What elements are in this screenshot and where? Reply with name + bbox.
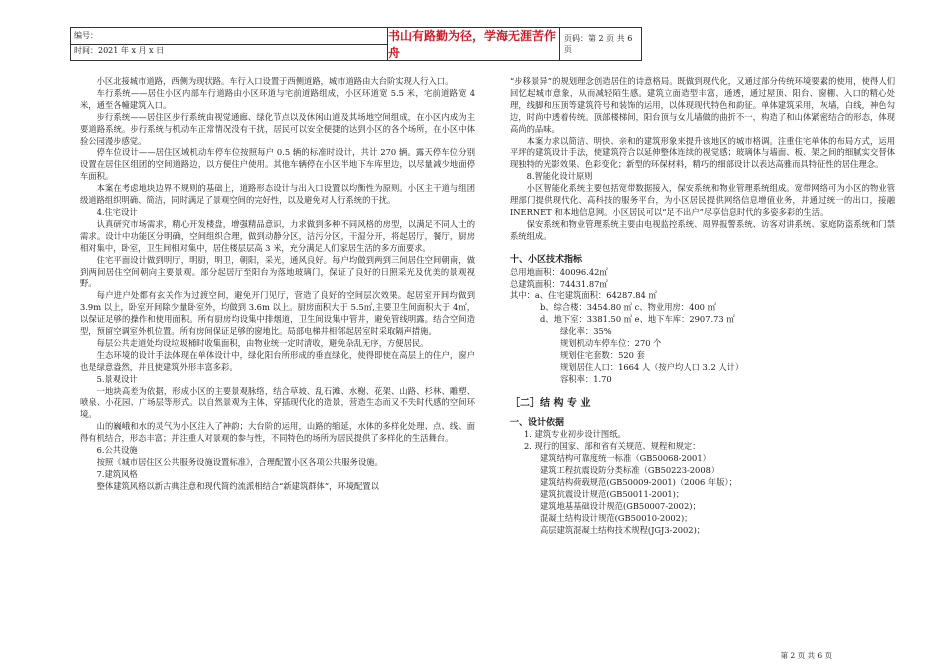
body-paragraph: 生态环境的设计手法体现在单体设计中，绿化阳台所形成的垂直绿化，使得即使在高层上的住户，窗户也是绿意盎然，并且使建筑外形丰富多彩。: [80, 349, 475, 372]
body-paragraph: 每层公共走道处均设垃圾桶时收集面积，由物业统一定时清收，避免杂乱无序，方便居民。: [96, 337, 429, 348]
design-basis-line: 建筑结构荷载规范(GB50009-2001)（2006 年版）；: [540, 477, 737, 488]
right-column: [510, 76, 895, 537]
design-basis-line: 高层建筑混凝土结构技术规程(JGJ3-2002)；: [540, 524, 706, 535]
header-motto: 书山有路勤为径，学海无涯苦作舟: [388, 27, 560, 61]
left-column: [80, 76, 475, 493]
document-number-label: 编号：: [74, 31, 98, 40]
body-paragraph: 山的巍峨和水的灵气为小区注入了神韵；大台阶的运用，山路的缩延，水体的多样化处理、点、线、面得有机结合，形态丰富；并注重人对景观的参与性，不同特色的场所为居民提供了多样化的生活舞台。: [80, 421, 475, 444]
page-footer: 第 2 页 共 6 页: [780, 651, 832, 660]
design-basis-line: 1. 建筑专业初步设计图纸。: [524, 429, 626, 440]
body-paragraph: 保安系统和物业管理系统主要由电视监控系统、周界报警系统、访客对讲系统、家庭防盗系统和门禁系统组成。: [510, 218, 895, 241]
tech-indicator-line: 总用地面积：40096.42㎡: [510, 266, 608, 277]
design-basis-line: 建筑抗震设计规范(GB50011-2001)；: [540, 489, 685, 499]
section-heading: 5.景观设计: [96, 373, 138, 384]
body-paragraph: 一地块高差为依据，形成小区的主要景观脉络，结合草坡、乱石滩、水榭、花架、山路、杉林、雕塑、喷泉、小花园、广场层等形式。以自然景观为主体，穿插现代化的造景，营造生态而又不失时代感的空间环境。: [80, 385, 475, 420]
tech-indicator-line: 绿化率：35%: [560, 326, 612, 337]
body-paragraph: “步移景异”的规划理念创造居住的诗意格局。既做到现代化，又通过部分传统环境要素的使用，使得人们回忆起城市意象，从而减轻陌生感。建筑立面造型丰富，通透，通过屋顶、阳台、窗棚、入口的精心处理，线脚和压顶等建筑符号和装饰的运用，以体现现代特色和韵征。单体建筑采用，灰墙，白线，神色勾边，时尚中透着传统。顶部楼梯间，阳台顶与女儿墙做的曲折不一，构造了和山体紧密结合的形态，体现高尚的品味。: [510, 76, 895, 134]
tech-indicator-line: b、综合楼：3454.80 ㎡ c、物业用房：400 ㎡: [540, 302, 716, 313]
tech-indicator-line: 规划居住人口：1664 人（按户均人口 3.2 人计）: [560, 361, 744, 372]
body-paragraph: 住宅平面设计做到明厅，明厨，明卫，朝阳，采光，通风良好。每户均做到两到三间居住空间朝南，做到两间居住空间朝向主要景观。部分起居厅至阳台为落地玻璃门，保证了良好的日照采光及优美的景观视野。: [80, 254, 475, 289]
header-page-label: 页码：第 2 页 共 6 页: [560, 27, 642, 61]
body-paragraph: 认真研究市场需求，精心开发楼盘，增强精品意识，力求做到多种不同风格的房型，以满足不同人士的需求。设计中功能区分明确，空间组织合理，做到动静分区，洁污分区，干湿分开，将起居厅，餐厅，厨房相对集中，卧室，卫生间相对集中，居住楼层层高 3 米，充分满足人们家居生活的多方面要求。: [80, 218, 475, 253]
tech-indicator-line: 其中：a、住宅建筑面积：64287.84 ㎡: [510, 290, 657, 301]
tech-indicator-line: 容积率：1.70: [560, 373, 612, 384]
header-info-box: [70, 27, 388, 61]
tech-indicators-heading: 十、小区技术指标: [510, 254, 583, 265]
body-paragraph: 每户进户处都有玄关作为过渡空间，避免开门见厅，营造了良好的空间层次效果。起居室开间均做到 3.9m 以上，卧室开间除少量卧室外，均做到 3.6m 以上。厨房面积大于 5.5㎡,主要卫生间面积大于 4㎡，以保证足够的操作和使用面积。所有厨房均设集中排烟道，卫生间设集中管井，避免管线明露。结合空间造型，预留空调室外机位置。所有房间保证足够的窗地比。局部电梯井相邻起居室时采取隔声措施。: [80, 290, 475, 337]
tech-indicator-line: 总建筑面积：74431.87㎡: [510, 278, 608, 289]
body-paragraph: 小区北接城市道路，西侧为现状路。车行入口设置于西侧道路，城市道路由大台阶实现人行入口。: [96, 76, 454, 86]
design-basis-line: 建筑工程抗震设防分类标准（GB50223-2008）: [540, 465, 720, 476]
document-date-label: 时间：2021 年 x 月 x 日: [74, 46, 165, 55]
section-heading: 7.建筑风格: [96, 468, 138, 479]
body-paragraph: 停车位设计——居住区域机动车停车位按照每户 0.5 辆的标准时设计，共计 270 辆。露天停车位分别设置在居住区组团的空间道路边，以方便住户使用。其他车辆停在小区半地下车库里边，以尽量减少地面停车面积。: [80, 147, 475, 182]
design-basis-heading: 一、设计依据: [510, 417, 565, 428]
design-basis-line: 建筑地基基础设计规范(GB50007-2002)；: [540, 500, 701, 511]
body-paragraph: 按照《城市居住区公共服务设施设置标准》，合理配置小区各项公共服务设施。: [96, 457, 383, 467]
structure-section-heading: ［二］结 构 专 业: [510, 397, 591, 409]
body-paragraph: 小区智能化系统主要包括宽带数据接入，保安系统和物业管理系统组成。宽带网络可为小区的物业管理部门提供现代化、高科技的服务平台，为小区居民提供网络信息增值业务，并通过统一的出口，接融 INERNET 和本地信息网。小区居民可以“足不出户”尽享信息时代的多姿多彩的生活。: [510, 183, 895, 217]
body-paragraph: 本案在考虑地块边界不规则的基础上，道路形态设计与出入口设置以均衡性为原则。小区主干道与组团级道路组织明确、简洁，同时满足了景观空间的完好性，以及避免对人行系统的干扰。: [80, 183, 475, 206]
tech-indicator-line: 规划住宅套数：520 套: [560, 349, 645, 360]
design-basis-line: 建筑结构可靠度统一标准（GB50068-2001）: [540, 453, 711, 464]
tech-indicator-line: d、地下室：3381.50 ㎡ e、地下车库：2907.73 ㎡: [540, 314, 735, 325]
design-basis-line: 2. 现行的国家、部和省有关规范、规程和规定：: [524, 441, 701, 452]
tech-indicator-line: 规划机动车停车位：270 个: [560, 338, 662, 349]
design-basis-line: 混凝土结构设计规范(GB50010-2002)；: [540, 512, 693, 523]
section-heading: 6.公共设施: [96, 445, 138, 456]
body-paragraph: 步行系统——居住区步行系统由视觉通廊、绿化节点以及休闲山道及其场地空间组成，在小区内成为主要道路系统。步行系统与机动车正常情况没有干扰，居民可以安全便捷的达到小区的各个场所，在小区中体验公园漫步感觉。: [80, 111, 475, 146]
body-paragraph: 车行系统——居住小区内部车行道路由小区环道与宅前道路组成，小区环道宽 5.5 米，宅前道路宽 4 米，通至各幢建筑入口。: [80, 87, 475, 110]
section-heading: 4.住宅设计: [96, 206, 138, 217]
header-divider: [71, 44, 387, 45]
section-heading: 8.智能化设计原则: [526, 171, 593, 182]
body-paragraph: 本案力求以简洁、明快、亲和的建筑形象来提升该地区的城市格调。注重住宅单体的布局方式，运用平坪的建筑设计手法，使建筑符合以延伸整体连续的视觉感；玻璃体与墙面、板、架之间的细腻实交替体现独特的光影效果、色彩变化；新型的环保材料，精巧的细部设计以表达高雅而具特征性的居住理念。: [510, 135, 895, 170]
body-paragraph: 整体建筑风格以新古典注意和现代简约流派相结合“新建筑群体”，环境配置以: [96, 480, 379, 491]
